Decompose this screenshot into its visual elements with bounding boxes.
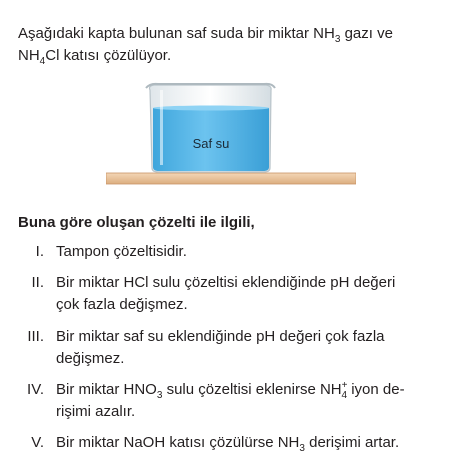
question-text-part: Cl katısı çözülüyor. bbox=[45, 47, 172, 64]
statement-text bbox=[56, 379, 418, 423]
statement-text bbox=[56, 432, 418, 454]
statement-text-part: derişimi artar. bbox=[304, 434, 400, 451]
statement-text-part: Bir miktar HCl sulu çözeltisi eklendiğinde pH değeri çok fazla değişmez. bbox=[56, 274, 396, 313]
statements-lead: Buna göre oluşan çözelti ile ilgili, bbox=[18, 214, 255, 231]
subscript: 3 bbox=[299, 443, 305, 454]
statement-4 bbox=[18, 379, 418, 423]
glass-highlight bbox=[160, 90, 163, 165]
statement-text bbox=[56, 326, 418, 370]
question-text-part: gazı ve bbox=[340, 25, 393, 42]
superscript: + bbox=[341, 380, 348, 391]
beaker-illustration bbox=[106, 78, 356, 200]
statement-text-part: sulu çözeltisi eklenirse NH bbox=[162, 381, 342, 398]
statement-number: V. bbox=[31, 434, 44, 451]
question-text-part: NH bbox=[18, 47, 40, 64]
subscript: 4 bbox=[341, 390, 348, 401]
statement-number: IV. bbox=[27, 381, 44, 398]
statement-text-part: iyon de-rişimi azalır. bbox=[56, 381, 405, 420]
statement-text-part: Bir miktar saf su eklendiğinde pH değeri çok fazla değişmez. bbox=[56, 328, 385, 367]
subscript: 4 bbox=[39, 56, 46, 67]
statement-5 bbox=[18, 432, 418, 454]
statement-text-part: Bir miktar NaOH katısı çözülürse NH bbox=[56, 434, 300, 451]
statement-number: II. bbox=[31, 274, 44, 291]
subscript: 3 bbox=[156, 390, 163, 401]
question-text bbox=[18, 23, 438, 67]
statement-1 bbox=[18, 241, 418, 263]
subscript: 3 bbox=[334, 34, 341, 45]
statement-text-part: Tampon çözeltisidir. bbox=[56, 243, 187, 260]
statement-text bbox=[56, 241, 418, 263]
statement-number: III. bbox=[27, 328, 44, 345]
statement-3 bbox=[18, 326, 418, 370]
beaker-svg bbox=[106, 78, 356, 200]
water-surface bbox=[153, 106, 269, 111]
statement-text-part: Bir miktar HNO bbox=[56, 381, 157, 398]
water-label: Saf su bbox=[192, 136, 230, 151]
statement-2 bbox=[18, 272, 418, 316]
statement-text bbox=[56, 272, 418, 316]
table-surface bbox=[106, 173, 356, 184]
question-text-part: Aşağıdaki kapta bulunan saf suda bir miktar NH bbox=[18, 25, 335, 42]
statement-number: I. bbox=[35, 243, 44, 260]
